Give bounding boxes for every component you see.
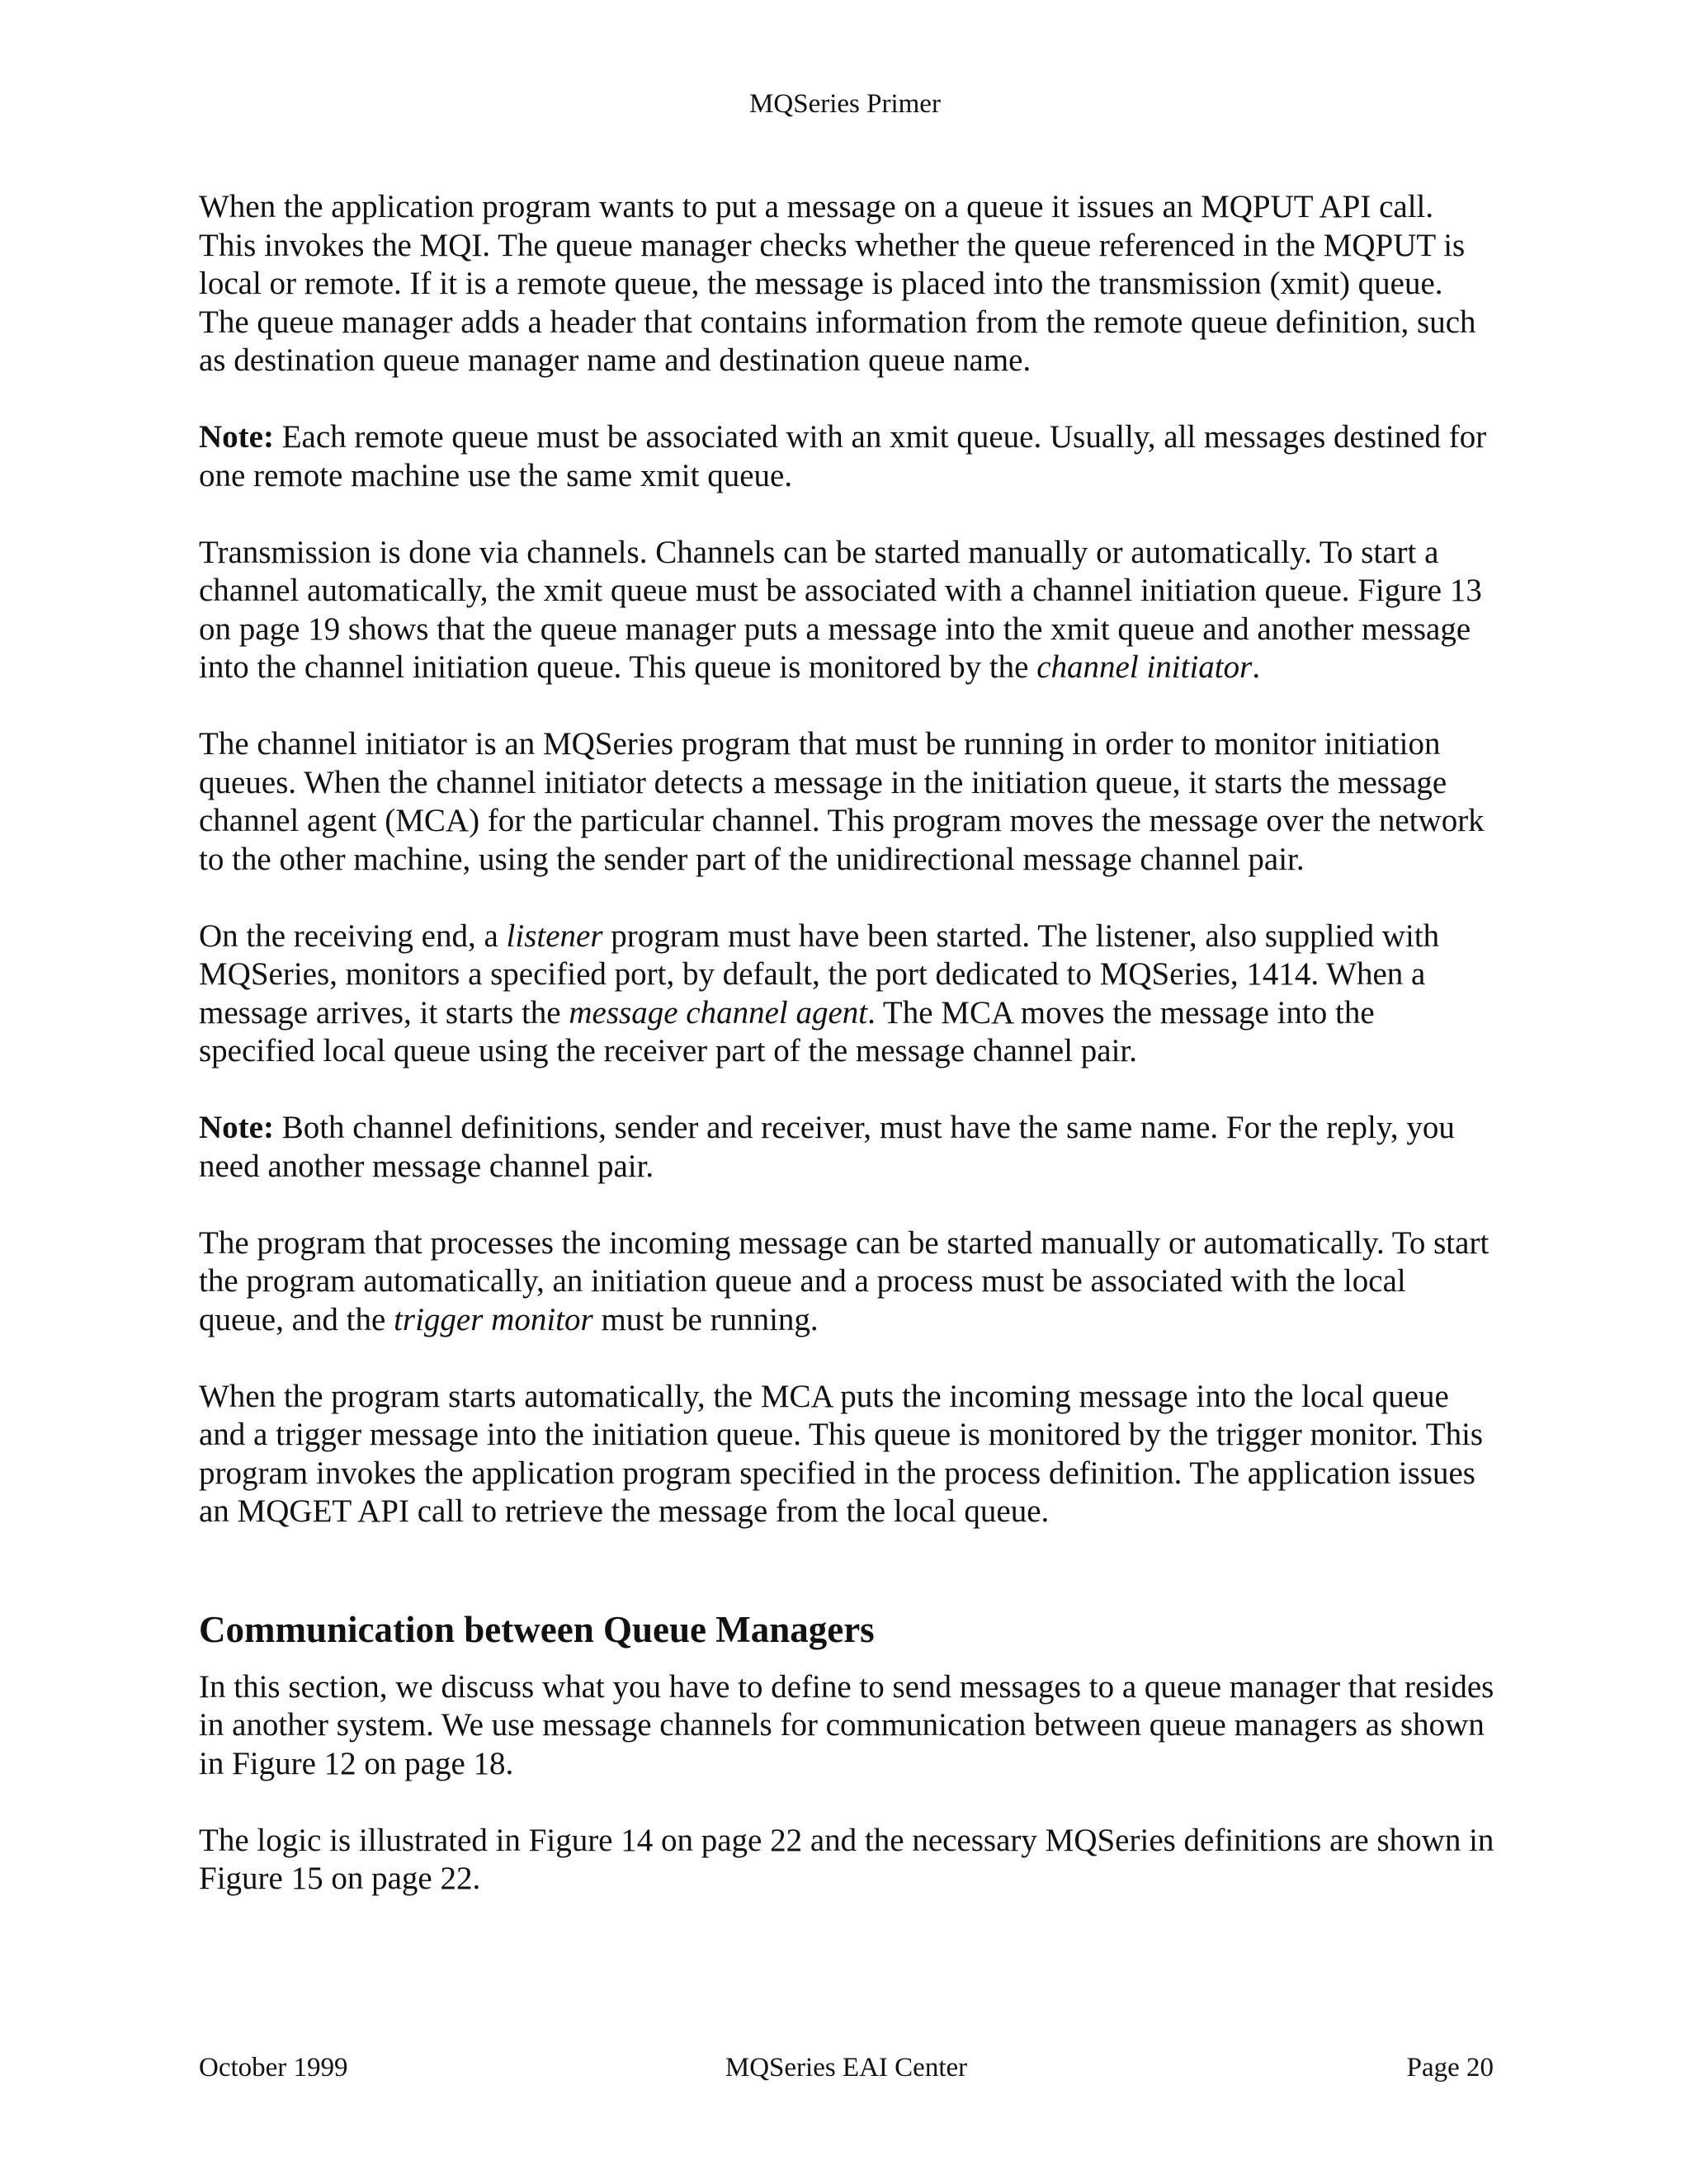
- note-label: Note:: [199, 1110, 274, 1145]
- section-heading: Communication between Queue Managers: [199, 1608, 875, 1650]
- paragraph-text: The logic is illustrated in Figure 14 on page 22 and the necessary MQSeries definitions are shown in Figure 15 on page 22.: [199, 1822, 1494, 1896]
- paragraph-text: Each remote queue must be associated with an xmit queue. Usually, all messages destined for one remote machine use the same xmit queue.: [199, 419, 1487, 493]
- intro-paragraphs: [199, 188, 1494, 1531]
- paragraph: [199, 1224, 1494, 1340]
- paragraph-text: .: [1252, 649, 1261, 685]
- emphasized-term: listener: [506, 917, 603, 954]
- paragraph: [199, 1378, 1494, 1531]
- emphasized-term: message channel agent: [569, 994, 868, 1031]
- paragraph-text: The program that processes the incoming message can be started manually or automatically. To start the program automatically, an initiation queue and a process must be associated with the local queue, and the: [199, 1224, 1489, 1337]
- page-footer: [199, 2051, 1494, 2084]
- paragraph-text: program must have been started. The listener, also supplied with MQSeries, monitors a specified port, by default, the port dedicated to MQSeries, 1414. When a message arrives, it starts the: [199, 917, 1440, 1031]
- paragraph-text: must be running.: [592, 1301, 819, 1337]
- paragraph-text: When the program starts automatically, the MCA puts the incoming message into the local queue and a trigger message into the initiation queue. This queue is monitored by the trigger monitor. This program invokes the application program specified in the process definition. The application issues an MQGET API call to retrieve the message from the local queue.: [199, 1378, 1484, 1529]
- paragraph: [199, 534, 1494, 687]
- page-body: [199, 188, 1494, 1936]
- paragraph: [199, 418, 1494, 495]
- paragraph-text: Transmission is done via channels. Channels can be started manually or automatically. To start a channel automatically, the xmit queue must be associated with a channel initiation queue. Figure 13 on page 19 shows that the queue manager puts a message into the xmit queue and another message into the channel initiation queue. This queue is monitored by the: [199, 534, 1482, 685]
- paragraph: [199, 1668, 1494, 1784]
- paragraph: [199, 1822, 1494, 1899]
- emphasized-term: trigger monitor: [394, 1301, 593, 1337]
- paragraph: [199, 1109, 1494, 1186]
- footer-page-number: Page 20: [1406, 2053, 1494, 2083]
- paragraph-text: When the application program wants to put a message on a queue it issues an MQPUT API call. This invokes the MQI. The queue manager checks whether the queue referenced in the MQPUT is local or remote. If it is a remote queue, the message is placed into the transmission (xmit) queue. The queue manager adds a header that contains information from the remote queue definition, such as destination queue manager name and destination queue name.: [199, 189, 1476, 378]
- paragraph: [199, 917, 1494, 1071]
- paragraph-text: Both channel definitions, sender and receiver, must have the same name. For the reply, you need another message channel pair.: [199, 1110, 1455, 1184]
- paragraph-text: In this section, we discuss what you have to define to send messages to a queue manager that resides in another system. We use message channels for communication between queue managers as shown in Figure 12 on page 18.: [199, 1668, 1494, 1781]
- paragraph-text: The channel initiator is an MQSeries program that must be running in order to monitor initiation queues. When the channel initiator detects a message in the initiation queue, it starts the message channel agent (MCA) for the particular channel. This program moves the message over the network to the other machine, using the sender part of the unidirectional message channel pair.: [199, 726, 1485, 877]
- paragraph: [199, 725, 1494, 879]
- footer-center-text: MQSeries EAI Center: [725, 2053, 968, 2083]
- paragraph-text: On the receiving end, a: [199, 917, 507, 954]
- paragraph-text: . The MCA moves the message into the specified local queue using the receiver part of the message channel pair.: [199, 994, 1375, 1068]
- running-header: MQSeries Primer: [749, 89, 941, 119]
- footer-date: October 1999: [199, 2053, 348, 2083]
- emphasized-term: channel initiator: [1036, 649, 1253, 685]
- section-paragraphs: [199, 1668, 1494, 1899]
- paragraph: [199, 188, 1494, 380]
- note-label: Note:: [199, 419, 274, 455]
